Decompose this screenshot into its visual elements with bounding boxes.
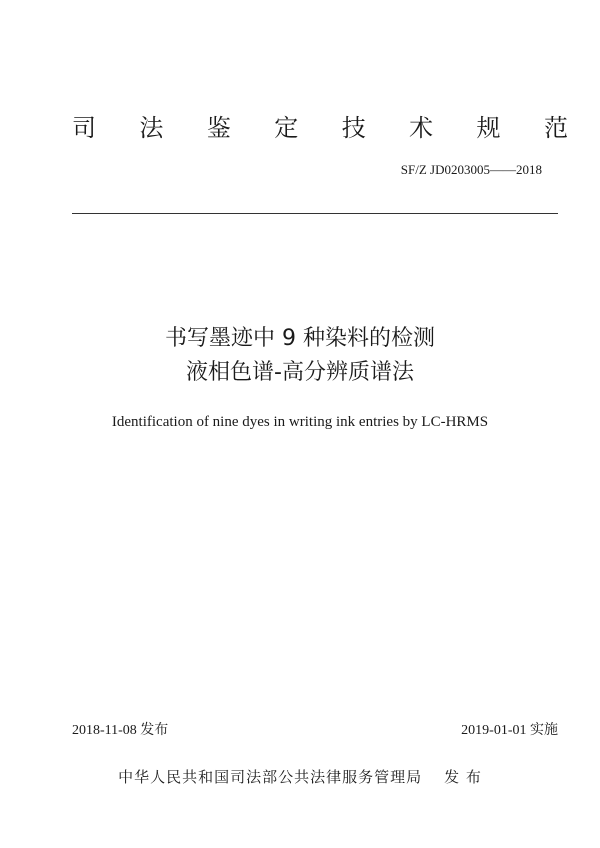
standard-code: SF/Z JD0203005——2018 — [400, 162, 542, 177]
main-title-line-1: 书写墨迹中 9 种染料的检测 — [165, 326, 435, 351]
header-title-char: 鉴 — [206, 114, 231, 142]
publish-action: 发 布 — [444, 768, 482, 786]
header-divider — [72, 213, 558, 214]
header-title-char: 司 — [72, 114, 96, 142]
header-title-char: 范 — [543, 114, 568, 142]
header-title-char: 定 — [274, 114, 299, 142]
date-row — [72, 719, 558, 739]
effective-date: 2019-01-01 实施 — [461, 723, 558, 738]
header-title-char: 法 — [139, 114, 164, 142]
main-title-line-2: 液相色谱-高分辨质谱法 — [186, 360, 414, 385]
publisher-name: 中华人民共和国司法部公共法律服务管理局 — [118, 768, 423, 786]
header-title-char: 规 — [476, 114, 501, 142]
header-title-char: 术 — [409, 114, 434, 142]
header-title-char: 技 — [341, 114, 366, 142]
header-title — [72, 110, 568, 146]
publisher-row — [0, 766, 600, 787]
main-title — [0, 322, 600, 390]
english-title: Identification of nine dyes in writing ink entries by LC-HRMS — [111, 414, 489, 430]
issue-date: 2018-11-08 发布 — [72, 723, 169, 738]
